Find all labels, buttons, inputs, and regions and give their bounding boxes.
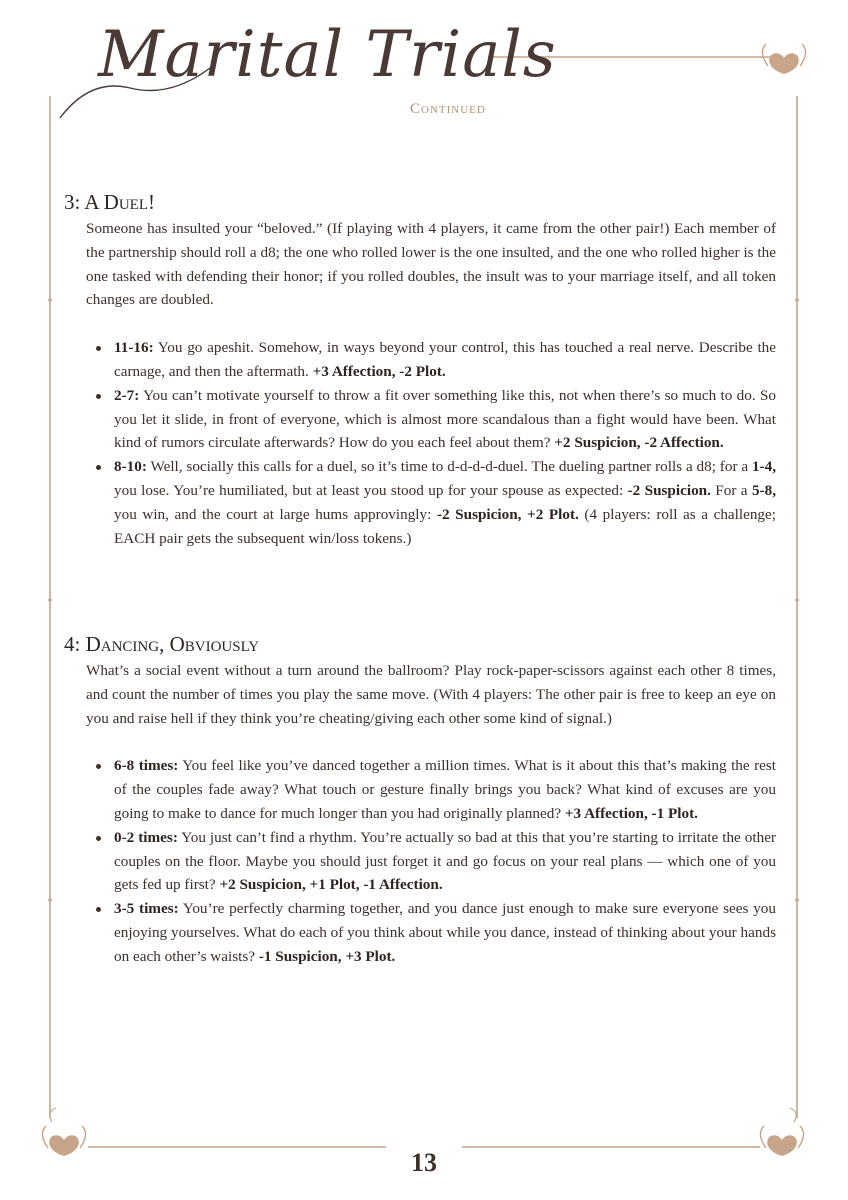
outcome-text: For a [710, 481, 752, 499]
roll-range: 8-10: [114, 458, 147, 476]
roll-range: 6-8 times: [114, 757, 179, 775]
roll-range: 2-7: [114, 386, 140, 404]
roll-result: 1-4, [751, 458, 776, 476]
outcome-text: you win, and the court at large hums approvingly: [114, 505, 437, 523]
roll-range: 0-2 times: [114, 828, 178, 846]
list-item [114, 826, 776, 897]
outcome-text: You just can’t find a rhythm. You’re actually so bad at this that you’re starting to irritate the other couples on the floor. Maybe you should just forget it and go focus on your real plans — which one of you gets fed up first? [114, 828, 776, 894]
outcome-list [114, 754, 776, 968]
list-item [114, 897, 776, 968]
list-item [114, 336, 776, 384]
roll-result: 5-8, [751, 481, 777, 499]
token-changes: -2 Suspicion. [627, 481, 711, 499]
section-heading: 3: A Duel! [64, 190, 155, 214]
outcome-text: (4 players: roll as a challenge; EACH pair gets the subsequent win/loss tokens.) [114, 505, 776, 547]
page-subtitle: Continued [410, 101, 486, 117]
roll-range: 3-5 times: [114, 900, 179, 918]
corner-heart-ornament-top-right [762, 44, 805, 74]
outcome-text: You go apeshit. Somehow, in ways beyond your control, this has touched a real nerve. Describe the carnage, and then the aftermath. [114, 339, 776, 380]
page-number: 13 [411, 1148, 437, 1177]
token-changes: -2 Suspicion, +2 Plot. [436, 505, 579, 523]
token-changes: +2 Suspicion, -2 Affection. [554, 434, 724, 452]
token-changes: -1 Suspicion, +3 Plot. [258, 947, 396, 965]
token-changes: +3 Affection, -2 Plot. [312, 362, 446, 380]
list-item [114, 754, 776, 825]
page-title: Marital Trials [98, 18, 557, 92]
section-intro: Someone has insulted your “beloved.” (If playing with 4 players, it came from the other pair!) Each member of the partnership should roll a d8; the one who rolled lower is the one insulted, and the one who rolled higher is the one tasked with defending their honor; if you rolled doubles, the insult was to your marriage itself, and all token changes are doubled. [86, 220, 776, 309]
list-item [114, 384, 776, 455]
list-item [114, 455, 776, 550]
token-changes: +3 Affection, -1 Plot. [564, 804, 698, 822]
section-duel [64, 190, 776, 550]
outcome-text: you lose. You’re humiliated, but at least you stood up for your spouse as expected: [114, 481, 628, 499]
outcome-text: You feel like you’ve danced together a million times. What is it about this that’s making the rest of the couples fade away? What touch or gesture finally brings you back? What kind of excuses are you going to make to dance for much longer than you had originally planned? [114, 757, 776, 822]
outcome-list [114, 336, 776, 550]
section-dancing [64, 632, 776, 969]
section-intro: What’s a social event without a turn around the ballroom? Play rock-paper-scissors against each other 8 times, and count the number of times you play the same move. (With 4 players: The other pair is free to keep an eye on you and raise hell if they think you’re cheating/giving each other some kind of signal.) [86, 662, 776, 727]
outcome-text: Well, socially this calls for a duel, so it’s time to d-d-d-d-duel. The dueling partner rolls a d8; for a [146, 458, 752, 476]
token-changes: +2 Suspicion, +1 Plot, -1 Affection. [219, 876, 443, 894]
outcome-text: You’re perfectly charming together, and you dance just enough to make sure everyone sees you enjoying yourselves. What do each of you think about while you dance, instead of thinking about your hands on each other’s waists? [114, 900, 776, 965]
section-heading: 4: Dancing, Obviously [64, 632, 260, 656]
roll-range: 11-16: [114, 339, 154, 357]
outcome-text: You can’t motivate yourself to throw a fit over something like this, not when there’s so much to do. So you let it slide, in front of everyone, which is almost more scandalous than a fight would have been. What kind of rumors circulate afterwards? How do you each feel about them? [114, 386, 776, 452]
